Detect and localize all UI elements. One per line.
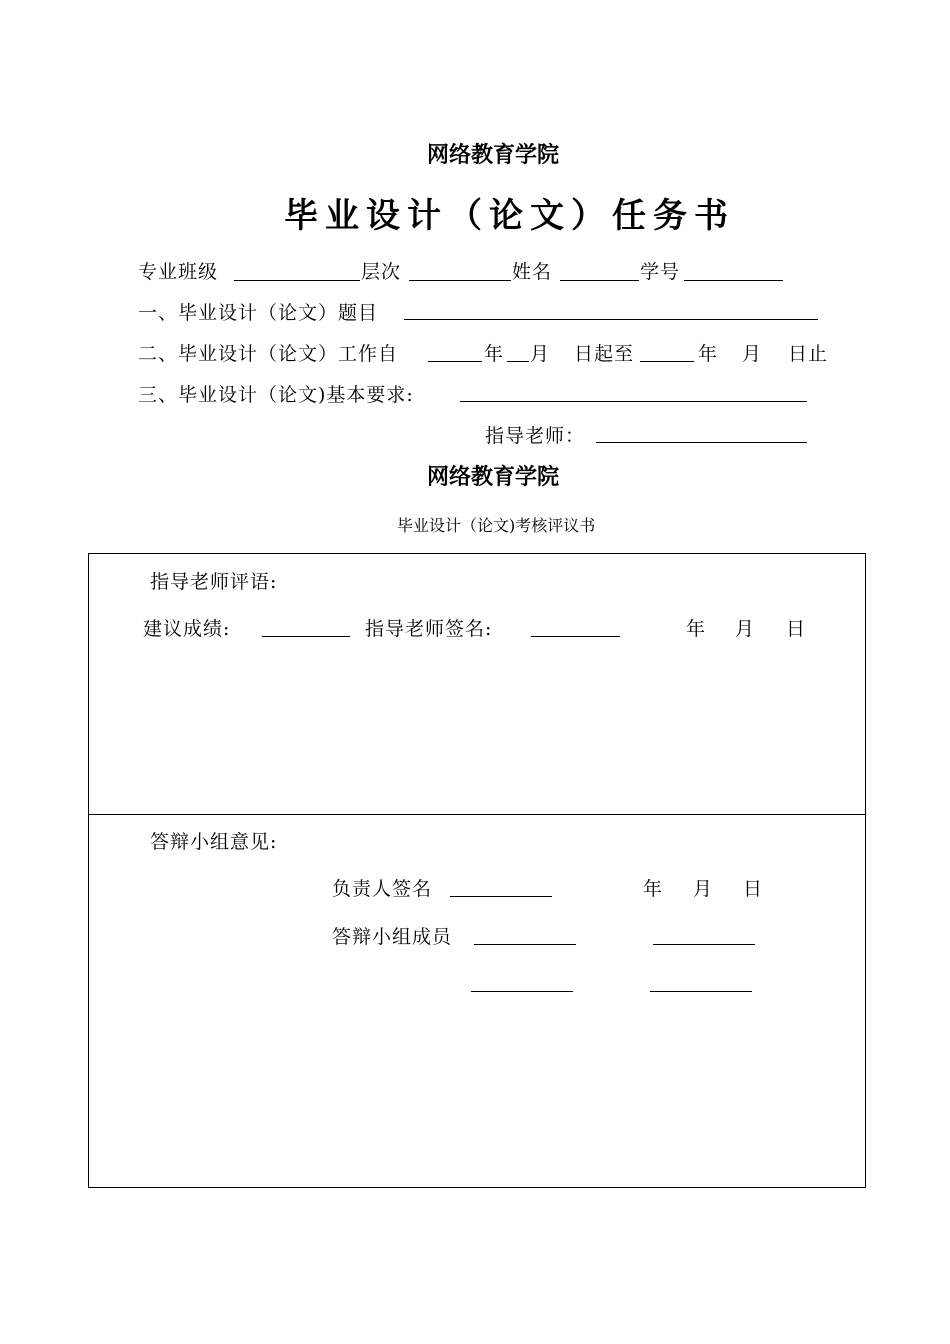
defense-month-label: 月 — [693, 878, 714, 900]
defense-members-label: 答辩小组成员 — [332, 926, 453, 948]
advisor-year-label: 年 — [686, 618, 707, 640]
advisor-month-label: 月 — [735, 618, 756, 640]
major-class-field[interactable] — [234, 280, 360, 281]
table-divider — [88, 814, 865, 815]
defense-year-label: 年 — [643, 878, 664, 900]
student-id-label: 学号 — [640, 261, 681, 283]
defense-member-field-2[interactable] — [653, 944, 755, 945]
evaluation-table — [88, 553, 866, 1188]
evaluation-subtitle: 毕业设计（论文)考核评议书 — [397, 516, 596, 535]
student-id-field[interactable] — [684, 280, 783, 281]
name-label: 姓名 — [512, 261, 553, 283]
start-month-unit: 月 — [530, 343, 551, 365]
major-class-label: 专业班级 — [138, 261, 219, 283]
evaluation-institution-heading: 网络教育学院 — [427, 465, 560, 490]
end-year-field[interactable] — [640, 361, 694, 362]
advisor-comments-label: 指导老师评语: — [150, 571, 278, 593]
chair-signature-field[interactable] — [450, 896, 552, 897]
end-year-unit: 年 — [698, 343, 719, 365]
defense-opinion-label: 答辩小组意见: — [150, 831, 278, 853]
start-day-unit: 日起至 — [574, 343, 635, 365]
advisor-field[interactable] — [596, 442, 807, 443]
advisor-day-label: 日 — [786, 618, 807, 640]
defense-member-field-3[interactable] — [471, 991, 573, 992]
topic-field[interactable] — [404, 319, 818, 320]
advisor-label: 指导老师： — [485, 425, 586, 447]
institution-heading: 网络教育学院 — [427, 143, 560, 168]
name-field[interactable] — [560, 280, 639, 281]
defense-member-field-4[interactable] — [650, 991, 752, 992]
defense-day-label: 日 — [743, 878, 764, 900]
advisor-signature-label: 指导老师签名: — [365, 618, 493, 640]
start-month-field[interactable] — [507, 361, 529, 362]
chair-signature-label: 负责人签名 — [332, 878, 433, 900]
work-period-label: 二、毕业设计（论文）工作自 — [138, 343, 399, 365]
level-field[interactable] — [409, 280, 511, 281]
start-year-unit: 年 — [484, 343, 505, 365]
defense-member-field-1[interactable] — [474, 944, 576, 945]
requirements-label: 三、毕业设计（论文)基本要求: — [138, 384, 414, 406]
end-day-unit: 日止 — [788, 343, 829, 365]
suggested-grade-field[interactable] — [262, 636, 350, 637]
requirements-field[interactable] — [460, 401, 807, 402]
start-year-field[interactable] — [428, 361, 482, 362]
suggested-grade-label: 建议成绩: — [143, 618, 231, 640]
advisor-signature-field[interactable] — [531, 636, 620, 637]
level-label: 层次 — [361, 261, 402, 283]
end-month-unit: 月 — [742, 343, 763, 365]
page-title: 毕业设计（论文）任务书 — [284, 196, 735, 236]
topic-label: 一、毕业设计（论文）题目 — [138, 302, 379, 324]
